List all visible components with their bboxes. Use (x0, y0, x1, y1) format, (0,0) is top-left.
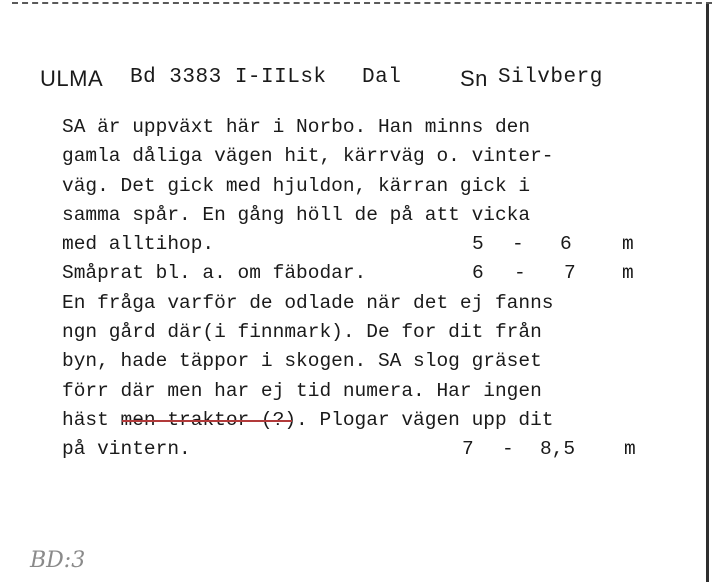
time-unit: m (622, 233, 634, 256)
body-line: En fråga varför de odlade när det ej fanns (62, 291, 554, 314)
time-dash: - (514, 262, 526, 285)
time-unit: m (624, 438, 636, 461)
recording-reference: Bd 3383 I-IILsk (130, 66, 327, 89)
archive-code: ULMA (40, 66, 104, 91)
time-from: 7 (462, 438, 474, 461)
body-line: ngn gård där(i finnmark). De for dit från (62, 321, 542, 344)
body-line: väg. Det gick med hjuldon, kärran gick i (62, 174, 531, 197)
time-dash: - (512, 233, 524, 256)
body-line-text: på vintern. (62, 438, 191, 461)
time-from: 6 (472, 262, 484, 285)
body-line: byn, hade täppor i skogen. SA slog gräset (62, 350, 542, 373)
body-line-with-time (62, 435, 636, 464)
time-to: 7 (564, 262, 576, 285)
parish-label: Sn (460, 66, 488, 91)
card-right-edge (706, 4, 709, 582)
time-unit: m (622, 262, 634, 285)
time-dash: - (502, 438, 514, 461)
body-line-with-time (62, 230, 634, 259)
body-line: samma spår. En gång höll de på att vicka (62, 203, 531, 226)
body-line-with-time (62, 259, 634, 288)
parish-name: Silvberg (498, 66, 603, 89)
body-line: häst men traktor (?). Plogar vägen upp dit (62, 408, 554, 431)
red-underline-mark (122, 420, 292, 422)
card-body (62, 113, 636, 465)
time-from: 5 (472, 233, 484, 256)
time-to: 6 (560, 233, 572, 256)
body-line: gamla dåliga vägen hit, kärrväg o. vinter- (62, 145, 554, 168)
body-line: SA är uppväxt här i Norbo. Han minns den (62, 116, 531, 138)
card-top-edge (12, 2, 712, 4)
region: Dal (362, 66, 402, 89)
body-line: förr där men har ej tid numera. Har ingen (62, 379, 542, 402)
time-to: 8,5 (540, 438, 576, 461)
body-line-text: Småprat bl. a. om fäbodar. (62, 262, 367, 285)
body-line-text: med alltihop. (62, 233, 215, 256)
handwritten-signature: BD:3 (30, 548, 86, 573)
